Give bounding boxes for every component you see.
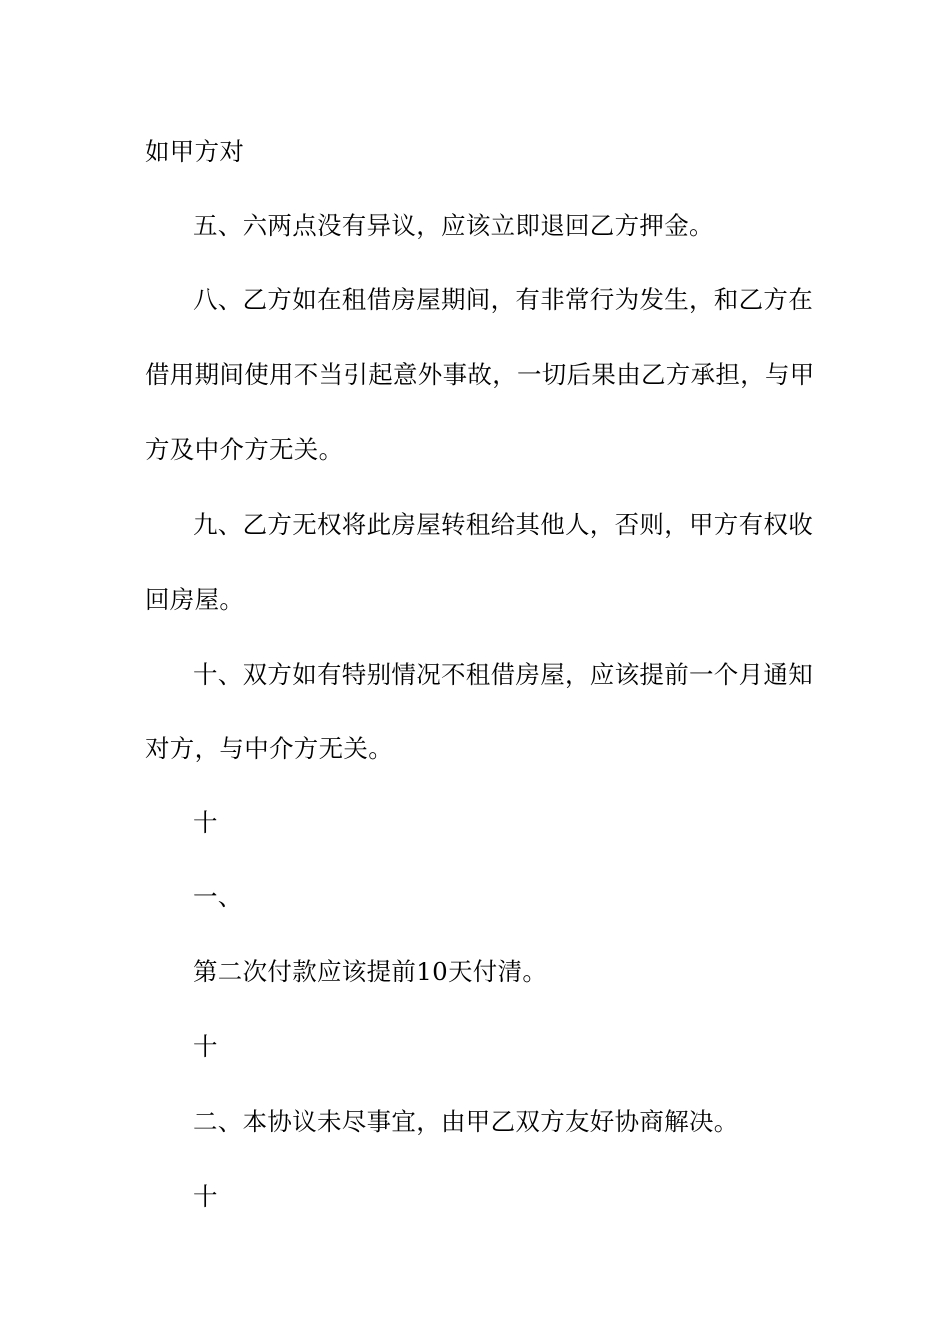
text-line-9: 对方，与中介方无关。 <box>145 734 393 763</box>
text-line-10: 十 <box>193 808 218 837</box>
text-line-14: 二、本协议未尽事宜，由甲乙双方友好协商解决。 <box>193 1107 739 1136</box>
text-line-5: 方及中介方无关。 <box>145 435 344 464</box>
text-line-2: 五、六两点没有异议，应该立即退回乙方押金。 <box>193 211 714 240</box>
text-line-15: 十 <box>193 1182 218 1211</box>
text-line-3: 八、乙方如在租借房屋期间，有非常行为发生，和乙方在 <box>193 285 813 314</box>
text-line-7: 回房屋。 <box>145 585 245 614</box>
text-line-12: 第二次付款应该提前10天付清。 <box>193 957 548 986</box>
text-line-8: 十、双方如有特别情况不租借房屋，应该提前一个月通知 <box>193 660 813 689</box>
text-line-4: 借用期间使用不当引起意外事故，一切后果由乙方承担，与甲 <box>145 360 815 389</box>
text-line-6: 九、乙方无权将此房屋转租给其他人，否则，甲方有权收 <box>193 510 813 539</box>
text-line-11: 一、 <box>193 882 243 911</box>
text-line-1: 如甲方对 <box>145 137 245 166</box>
text-line-13: 十 <box>193 1032 218 1061</box>
